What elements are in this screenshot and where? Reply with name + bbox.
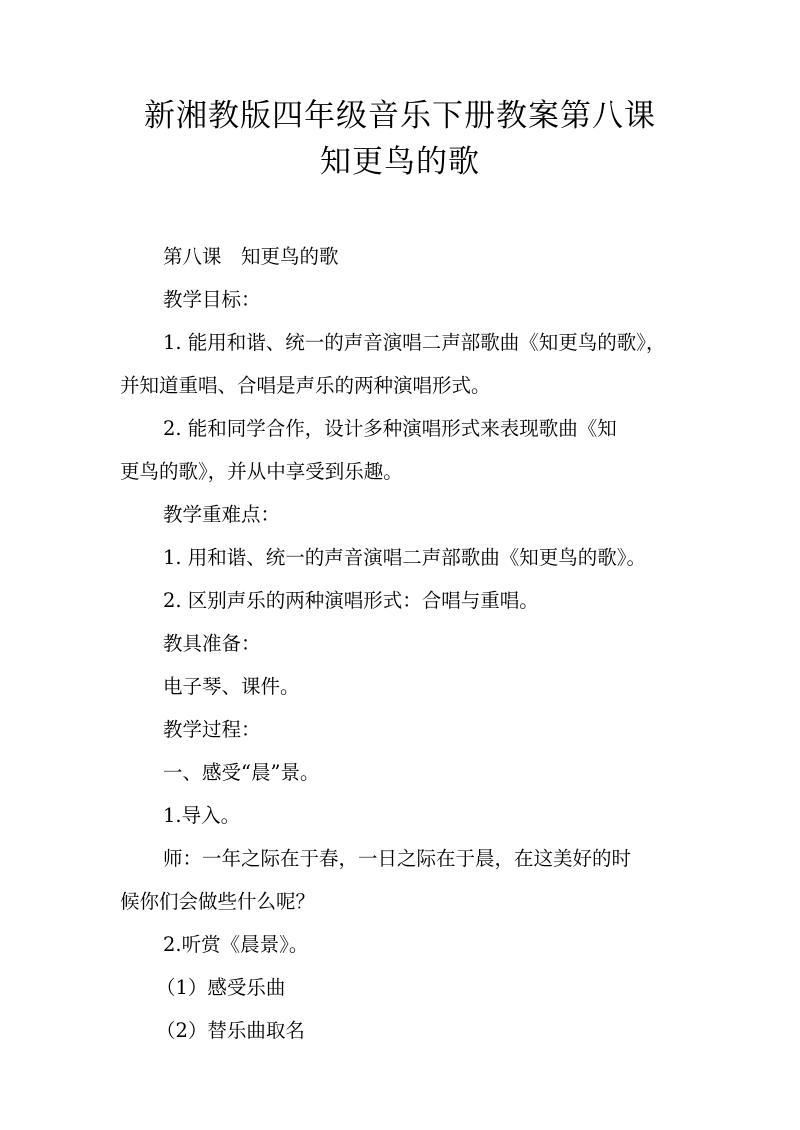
listen-item-1: （1）感受乐曲: [156, 976, 286, 999]
process-step-1: 一、感受“晨”景。: [163, 761, 320, 784]
lesson-heading: 第八课 知更鸟的歌: [163, 245, 339, 268]
teacher-line-1: 师：一年之际在于春，一日之际在于晨，在这美好的时: [163, 847, 632, 870]
objective-2-line-2: 更鸟的歌》，并从中享受到乐趣。: [120, 460, 403, 483]
objective-1-line-1: 1. 能用和谐、统一的声音演唱二声部歌曲《知更鸟的歌》，: [163, 331, 666, 354]
objective-1-line-2: 并知道重唱、合唱是声乐的两种演唱形式。: [120, 374, 491, 397]
document-title-line-1: 新湘教版四年级音乐下册教案第八课: [144, 98, 656, 134]
section-heading-process: 教学过程：: [163, 718, 261, 741]
key-point-1: 1. 用和谐、统一的声音演唱二声部歌曲《知更鸟的歌》。: [163, 546, 647, 569]
materials-list: 电子琴、课件。: [163, 675, 300, 698]
teacher-line-2: 候你们会做些什么呢？: [120, 890, 316, 913]
process-substep-listen: 2.听赏《晨景》。: [163, 933, 309, 956]
section-heading-objectives: 教学目标：: [163, 288, 261, 311]
listen-item-2: （2）替乐曲取名: [156, 1019, 305, 1042]
document-title-line-2: 知更鸟的歌: [320, 144, 480, 180]
key-point-2: 2. 区别声乐的两种演唱形式：合唱与重唱。: [163, 589, 539, 612]
section-heading-key-points: 教学重难点：: [163, 503, 281, 526]
section-heading-materials: 教具准备：: [163, 632, 261, 655]
objective-2-line-1: 2. 能和同学合作，设计多种演唱形式来表现歌曲《知: [163, 417, 617, 440]
process-substep-intro: 1.导入。: [163, 804, 241, 827]
